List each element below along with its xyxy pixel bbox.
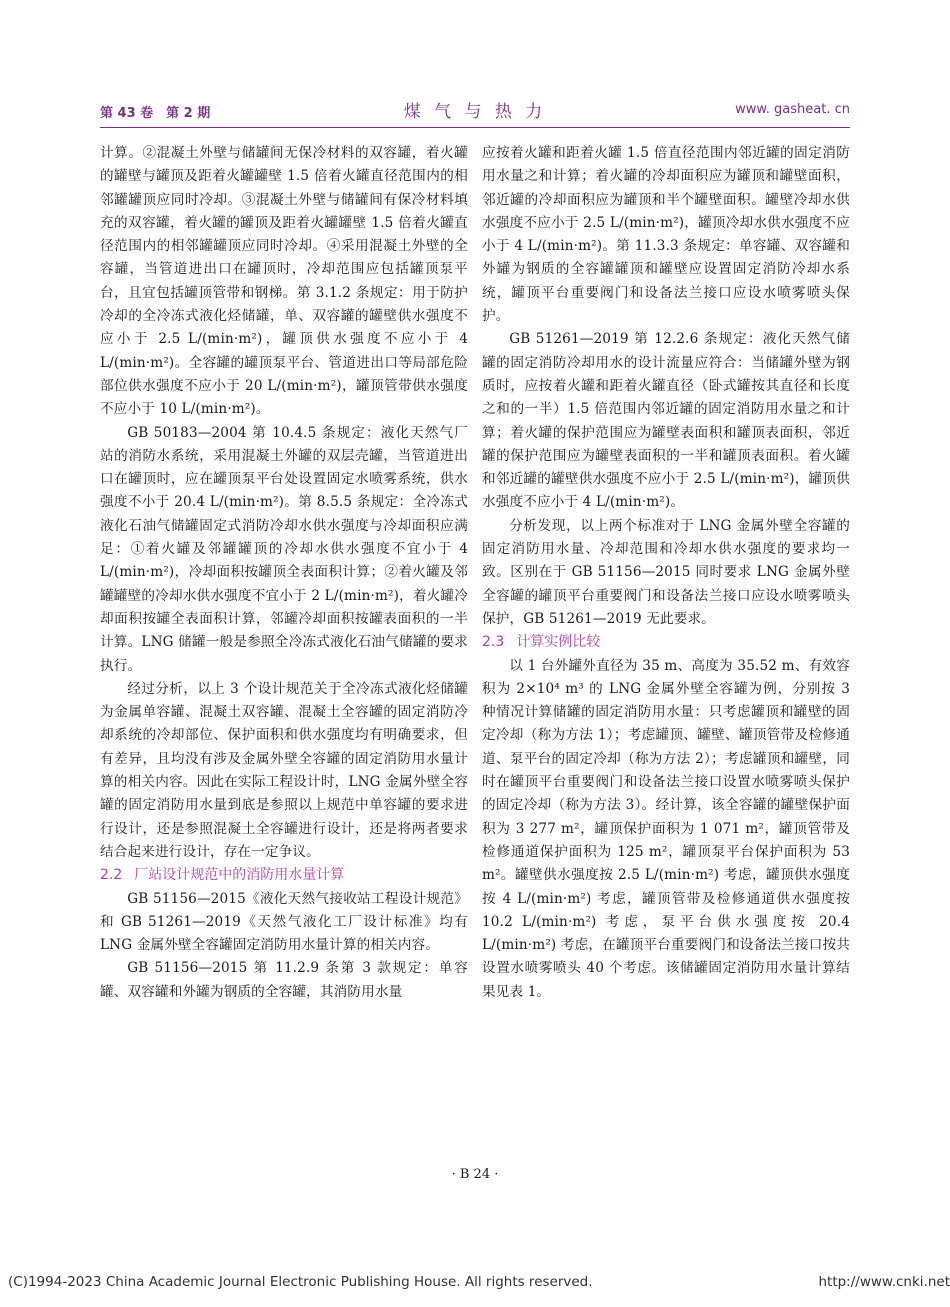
section-number: 2.2 bbox=[100, 867, 123, 884]
footer-link[interactable]: http://www.cnki.net bbox=[818, 1274, 950, 1290]
issue-label: 第 43 卷 第 2 期 bbox=[100, 106, 211, 121]
journal-title: 煤 气 与 热 力 bbox=[403, 102, 547, 122]
left-column bbox=[100, 142, 468, 1004]
footer bbox=[0, 1274, 950, 1294]
section-heading bbox=[482, 631, 850, 654]
header-rule bbox=[100, 127, 850, 128]
body-paragraph: 应按着火罐和距着火罐 1.5 倍直径范围内邻近罐的固定消防用水量之和计算；着火罐的冷却面积应为罐顶和罐壁面积，邻近罐的冷却面积应为罐顶和半个罐壁面积。罐壁冷却水供水强度不应小于 2.5 L/(min·m²)，罐顶冷却水供水强度不应小于 4 L/(min·m²)。第 11.3.3 条规定：单容罐、双容罐和外罐为钢质的全容罐罐顶和罐壁应设置固定消防冷却水系统，罐顶平台重要阀门和设备法兰接口应设水喷雾喷头保护。 bbox=[482, 145, 850, 325]
section-heading bbox=[100, 864, 468, 887]
page-number: · B 24 · bbox=[451, 1167, 499, 1182]
right-column bbox=[482, 142, 850, 1004]
copyright-notice: (C)1994-2023 China Academic Journal Electronic Publishing House. All rights reserved. bbox=[8, 1274, 593, 1290]
body-paragraph: GB 51156—2015《液化天然气接收站工程设计规范》和 GB 51261—2019《天然气液化工厂设计标准》均有 LNG 金属外壁全容罐固定消防用水量计算的相关内容。 bbox=[100, 890, 468, 954]
body-paragraph: 计算。②混凝土外壁与储罐间无保冷材料的双容罐，着火罐的罐壁与罐顶及距着火罐罐壁 1.5 倍着火罐直径范围内的相邻罐罐顶应同时冷却。③混凝土外壁与储罐间有保冷材料填充的双容罐，着火罐的罐顶及距着火罐罐壁 1.5 倍着火罐直径范围内的相邻罐罐顶应同时冷却。④采用混凝土外壁的全容罐，当管道进出口在罐顶时，冷却范围应包括罐顶泵平台，且宜包括罐顶管带和钢梯。第 3.1.2 条规定：用于防护冷却的全冷冻式液化烃储罐，单、双容罐的罐壁供水强度不应小于 2.5 L/(min·m²)，罐顶供水强度不应小于 4 L/(min·m²)。全容罐的罐顶泵平台、管道进出口等局部危险部位供水强度不应小于 20 L/(min·m²)，罐顶管带供水强度不应小于 10 L/(min·m²)。 bbox=[100, 145, 468, 418]
section-title: 厂站设计规范中的消防用水量计算 bbox=[134, 867, 345, 884]
body-paragraph: GB 51261—2019 第 12.2.6 条规定：液化天然气储罐的固定消防冷却用水的设计流量应符合：当储罐外壁为钢质时，应按着火罐和距着火罐直径（卧式罐按其直径和长度之和的一半）1.5 倍范围内邻近罐的固定消防用水量之和计算；着火罐的保护范围应为罐壁表面积和罐顶表面积，邻近罐的保护范围应为罐壁表面积的一半和罐顶表面积。着火罐和邻近罐的罐壁供水强度不应小于 2.5 L/(min·m²)，罐顶供水强度不应小于 4 L/(min·m²)。 bbox=[482, 331, 850, 511]
section-title: 计算实例比较 bbox=[516, 634, 601, 651]
body-paragraph: GB 51156—2015 第 11.2.9 条第 3 款规定：单容罐、双容罐和外罐为钢质的全容罐，其消防用水量 bbox=[100, 960, 468, 1000]
running-header bbox=[100, 96, 850, 124]
body-paragraph: 经过分析，以上 3 个设计规范关于全冷冻式液化烃储罐为金属单容罐、混凝土双容罐、混凝土全容罐的固定消防冷却系统的冷却部位、保护面积和供水强度均有明确要求，但有差异，且均没有涉及金属外壁全容罐的固定消防用水量计算的相关内容。因此在实际工程设计时，LNG 金属外壁全容罐的固定消防用水量到底是参照以上规范中单容罐的要求进行设计，还是参照混凝土全容罐进行设计，还是将两者要求结合起来进行设计，存在一定争议。 bbox=[100, 680, 468, 860]
section-number: 2.3 bbox=[482, 634, 505, 651]
journal-website: www. gasheat. cn bbox=[735, 102, 850, 117]
body-paragraph: 以 1 台外罐外直径为 35 m、高度为 35.52 m、有效容积为 2×10⁴ m³ 的 LNG 金属外壁全容罐为例，分别按 3 种情况计算储罐的固定消防用水量：只考虑罐顶和罐壁的固定冷却（称为方法 1）；考虑罐顶、罐壁、罐顶管带及检修通道、泵平台的固定冷却（称为方法 2）；考虑罐顶和罐壁，同时在罐顶平台重要阀门和设备法兰接口设置水喷雾喷头保护的固定冷却（称为方法 3）。经计算，该全容罐的罐壁保护面积为 3 277 m²，罐顶保护面积为 1 071 m²，罐顶管带及检修通道保护面积为 125 m²，罐顶泵平台保护面积为 53 m²。罐壁供水强度按 2.5 L/(min·m²) 考虑，罐顶供水强度按 4 L/(min·m²) 考虑，罐顶管带及检修通道供水强度按 10.2 L/(min·m²) 考虑，泵平台供水强度按 20.4 L/(min·m²) 考虑，在罐顶平台重要阀门和设备法兰接口按共设置水喷雾喷头 40 个考虑。该储罐固定消防用水量计算结果见表 1。 bbox=[482, 657, 850, 1000]
body-paragraph: 分析发现，以上两个标准对于 LNG 金属外壁全容罐的固定消防用水量、冷却范围和冷却水供水强度的要求均一致。区别在于 GB 51156—2015 同时要求 LNG 金属外壁全容罐的罐顶平台重要阀门和设备法兰接口应设水喷雾喷头保护，GB 51261—2019 无此要求。 bbox=[482, 517, 850, 627]
body-paragraph: GB 50183—2004 第 10.4.5 条规定：液化天然气厂站的消防水系统，采用混凝土外罐的双层壳罐，当管道进出口在罐顶时，应在罐顶泵平台处设置固定水喷雾系统，供水强度不小于 20.4 L/(min·m²)。第 8.5.5 条规定：全冷冻式液化石油气储罐固定式消防冷却水供水强度与冷却面积应满足：①着火罐及邻罐罐顶的冷却水供水强度不宜小于 4 L/(min·m²)，冷却面积按罐顶全表面积计算；②着火罐及邻罐罐壁的冷却水供水强度不宜小于 2 L/(min·m²)，着火罐冷却面积按罐全表面积计算，邻罐冷却面积按罐表面积的一半计算。LNG 储罐一般是参照全冷冻式液化石油气储罐的要求执行。 bbox=[100, 424, 468, 674]
